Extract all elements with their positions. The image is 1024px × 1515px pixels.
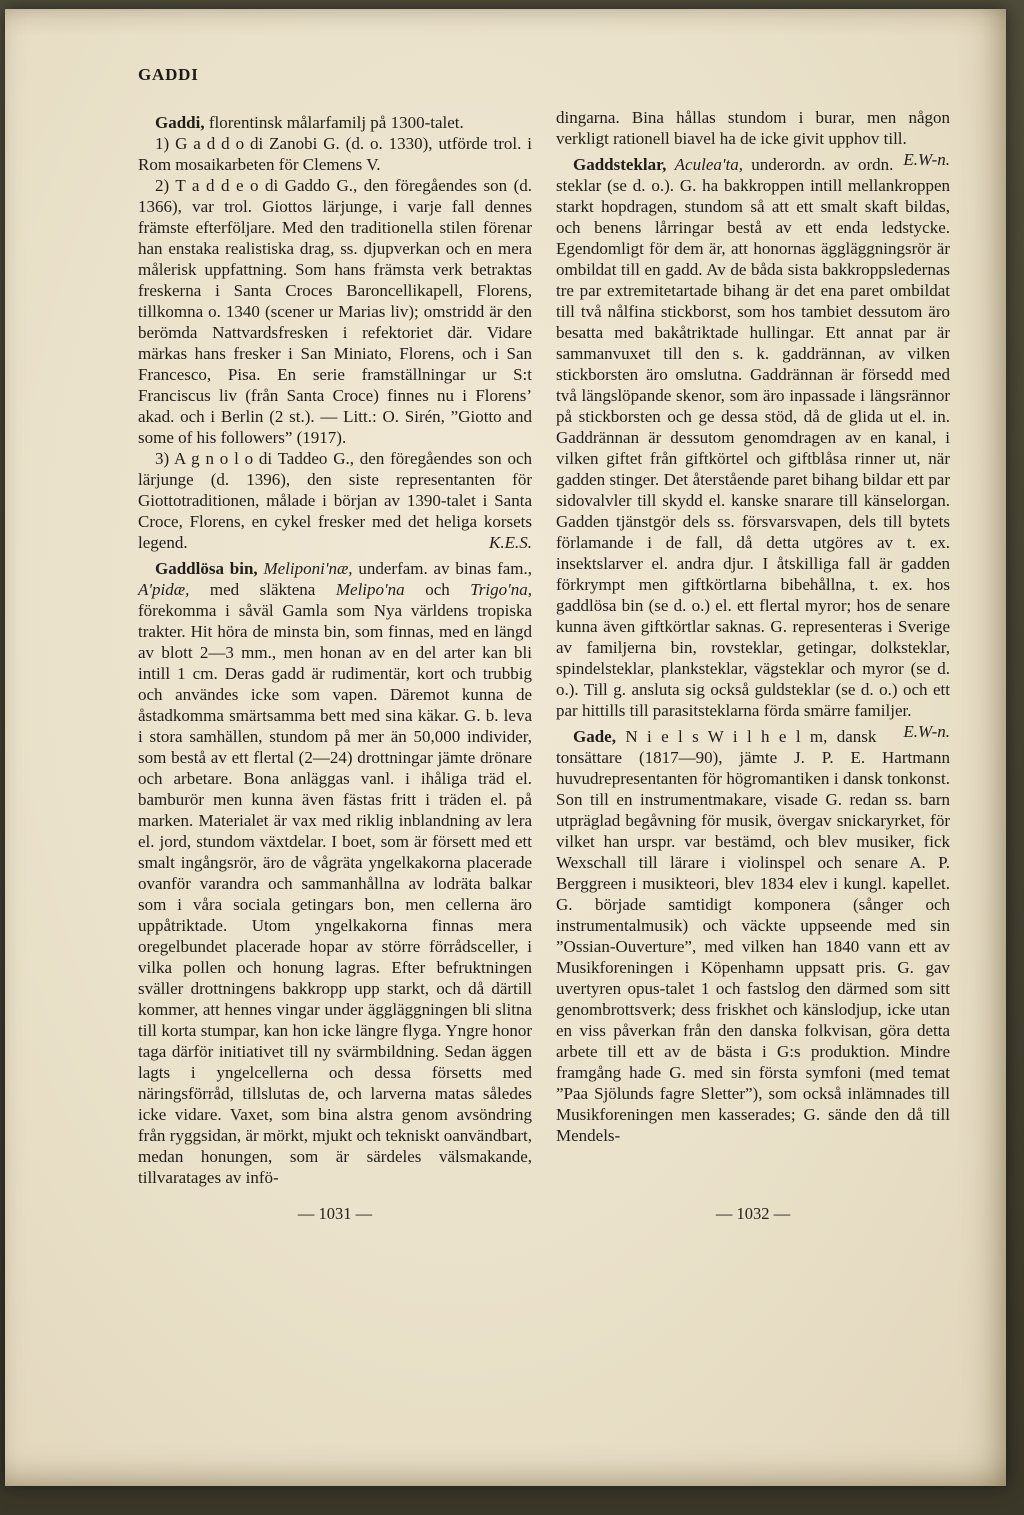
- page-number-right: — 1032 —: [715, 1204, 791, 1223]
- page-number-left: — 1031 —: [297, 1204, 373, 1223]
- author-signature: K.E.S.: [489, 533, 532, 552]
- running-head: GADDI: [138, 65, 199, 84]
- text-run: underordn. av ordn. steklar (se d. o.). G. ha bakkroppen intill mellankroppen starkt hopdragen, stundom så att ett smalt skaft bildas, och benens lårringar bestå av ett enda ledstycke. Egendomligt för dem är, att honornas äggläggningsrör är ombildat till en gadd. Av de båda sista bakkroppsledernas tre par extremitetartade bihang är det ena paret ombildat till två nålfina stickborst, som hos tambiet dessutom äro besatta med bakåtriktade hullingar. Ett annat par är sammanvuxet till den s. k. gaddrännan, av vilken stickborsten äro omslutna. Gaddrännan är försedd med två längslöpande skenor, som äro inpassade i längsrännor på stickborsten och ge dessa stöd, då de glida ut el. in. Gaddrännan är dessutom genomdragen av en kanal, i vilken giftet från giftkörtel och giftblåsa rinner ut, när gadden stinger. Det återstående paret bihang bildar ett par sidovalvler till skydd el. kanske snarare till känselorgan. Gadden tjänstgör dels ss. försvarsvapen, dels till bytets förlamande i de fall, då detta utgöres av t. ex. insektslarver el. andra djur. I åtskilliga fall är gadden förkrympt men giftkörtlarna bibehållna, t. ex. hos gaddlösa bin (se d. o.) el. ett flertal myror; hos de senare kunna även giftkörtlar saknas. G. representeras i Sverige av familjerna bin, rovsteklar, getingar, dolksteklar, spindelsteklar, planksteklar, vägsteklar och myror (se d. o.). Till g. ansluta sig också guldsteklar (se d. o.) och ett par hittills till parasitsteklarna förda smärre familjer.: [556, 155, 950, 720]
- author-signature: E.W-n.: [903, 150, 950, 169]
- latin-name: Meliponi'næ,: [263, 559, 353, 578]
- latin-name: Aculea'ta,: [674, 155, 743, 174]
- text-run: underfam. av binas fam.,: [352, 559, 532, 578]
- entry-term: Gaddlösa bin,: [155, 559, 258, 578]
- entry-term: Gade,: [573, 727, 616, 746]
- author-signature: E.W-n.: [903, 722, 950, 741]
- text-run: florentinsk målarfamilj på 1300-talet.: [204, 113, 464, 132]
- text-run: med släktena: [189, 580, 336, 599]
- entry-paragraph: [138, 558, 532, 1188]
- text-run: förekomma i såväl Gamla som Nya världens tropiska trakter. Hit höra de minsta bin, som finnas, med en längd av blott 2—3 mm., men honan av en del arter kan bli intill 1 cm. Deras gadd är rudimentär, kort och trubbig och användes icke som vapen. Däremot kunna de åstadkomma smärtsamma bett med sina käkar. G. b. leva i stora samhällen, stundom på mer än 50,000 individer, som bestå av ett flertal (2—24) drottningar jämte drönare och arbetare. Bona anläggas vanl. i ihåliga träd el. bamburör men kunna även fästas fritt i träden el. på marken. Materialet är vax med riklig inblandning av lera el. jord, stundom växtdelar. I boet, som är försett med ett smalt ingångsrör, äro de vågräta yngelkakorna placerade ovanför varandra och sammanhållna av lodräta balkar som i våra sociala getingars bon, men cellerna äro uppåtriktade. Utom yngelkakorna finnas mera oregelbundet placerade hopar av större förrådsceller, i vilka pollen och honung lagras. Efter befruktningen sväller drottningens bakkropp upp starkt, och då därtill kommer, att hennes vingar under äggläggningen bli slitna till korta stumpar, kan hon icke längre flyga. Yngre honor taga därför initiativet till ny svärmbildning. Sedan äggen lagts i yngelcellerna och dessa försetts med näringsförråd, tillslutas de, och larverna matas således icke vidare. Vaxet, som bina alstra genom avsöndring från ryggsidan, är mörkt, mjukt och tekniskt oanvändbart, medan honungen, som är särdeles välsmakande, tillvaratages av infö-: [138, 601, 532, 1187]
- right-column: [556, 107, 950, 1188]
- latin-name: Trigo'na,: [470, 580, 533, 599]
- text-run: 3) A g n o l o di Taddeo G., den föregåendes son och lärjunge (d. 1396), den siste representanten för Giottotraditionen, målade i början av 1390-talet i Santa Croce, Florens, en cykel fresker med det heliga korsets legend.: [138, 449, 532, 552]
- paragraph: [138, 175, 532, 448]
- left-column: [138, 107, 532, 1188]
- text-columns: [138, 107, 950, 1188]
- entry-term: Gaddi,: [155, 113, 205, 132]
- entry-paragraph: [138, 112, 532, 133]
- text-run: 2) T a d d e o di Gaddo G., den föregåendes son (d. 1366), var trol. Giottos lärjunge, i varje fall dennes främste efterföljare. Med den traditionella stilen förenar han enstaka realistiska drag, ss. djupverkan och en mera målerisk uppfattning. Som hans främsta verk betraktas freskerna i Santa Croces Baroncellikapell, Florens, tillkomna o. 1340 (scener ur Marias liv); omstridd är den berömda Nattvardsfresken i refektoriet där. Vidare märkas hans fresker i San Miniato, Florens, och i San Francesco, Pisa. En serie framställningar ur S:t Franciscus liv (från Santa Croce) finnes nu i Florens’ akad. och i Berlin (2 st.). — Litt.: O. Sirén, ”Giotto and some of his followers” (1917).: [138, 176, 532, 447]
- text-run: dingarna. Bina hållas stundom i burar, men någon verkligt rationell biavel ha de icke givit upphov till.: [556, 108, 950, 148]
- text-run: [666, 155, 674, 174]
- latin-name: A'pidæ,: [138, 580, 190, 599]
- paragraph: [138, 133, 532, 175]
- text-run: N i e l s W i l h e l m, dansk tonsättare (1817—90), jämte J. P. E. Hartmann huvudrepresentanten för högromantiken i dansk tonkonst. Son till en instrumentmakare, visade G. redan ss. barn utpräglad begåvning för musik, övergav snickaryrket, för vilket han urspr. var bestämd, och blev musiker, fick Wexschall till lärare i violinspel och senare A. P. Berggreen i musikteori, blev 1834 elev i kungl. kapellet. G. började samtidigt komponera (sånger och instrumentalmusik) och väckte uppseende med sin ”Ossian-Ouverture”, med vilken han 1840 vann ett av Musikforeningen i Köpenhamn uppsatt pris. G. gav uvertyren opus-talet 1 och fastslog den därmed som sitt genombrottsverk; dess friskhet och känslodjup, icke utan en viss påverkan från den danska folkvisan, göra detta arbete till ett av de bästa i G:s produktion. Mindre framgång hade G. med sin första symfoni (med temat ”Paa Sjölunds fagre Sletter”), som också inlämnades till Musikforeningen men kasserades; G. sände den då till Mendels-: [556, 727, 950, 1145]
- entry-paragraph: [556, 726, 950, 1146]
- encyclopedia-page: [5, 9, 1006, 1486]
- latin-name: Melipo'na: [335, 580, 405, 599]
- paragraph: [138, 448, 532, 553]
- page-footer: [138, 1204, 950, 1224]
- entry-term: Gaddsteklar,: [573, 155, 667, 174]
- text-run: och: [404, 580, 471, 599]
- text-run: 1) G a d d o di Zanobi G. (d. o. 1330), utförde trol. i Rom mosaikarbeten för Clemens V.: [138, 134, 532, 174]
